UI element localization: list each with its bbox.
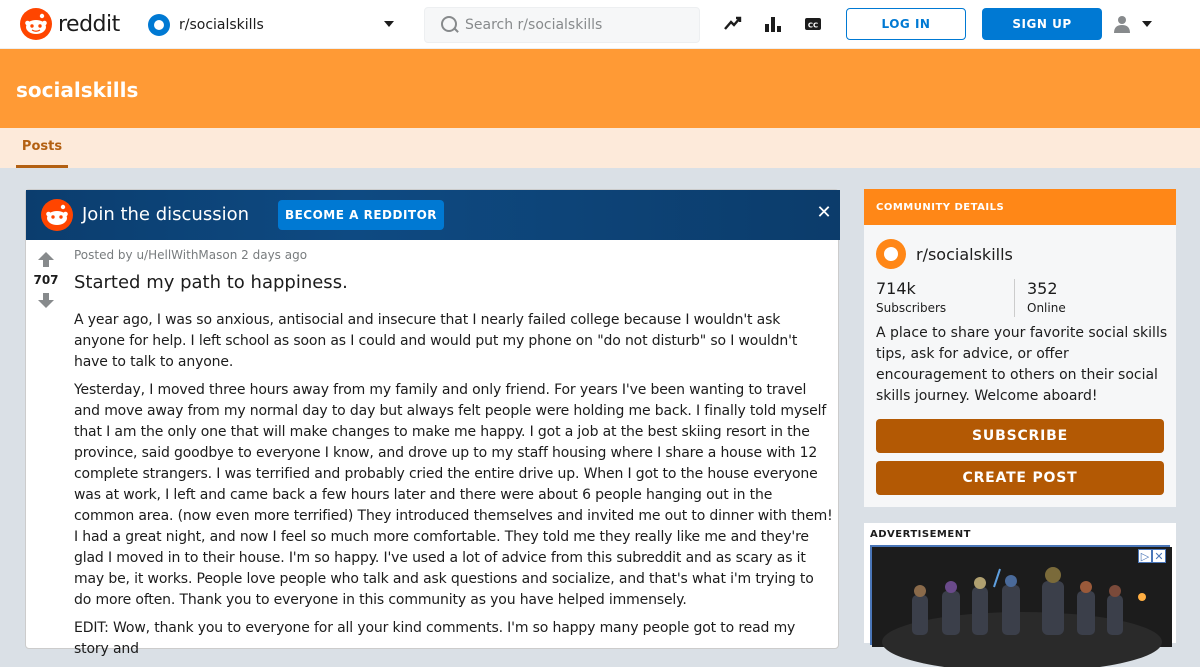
- subreddit-banner: [0, 49, 1200, 128]
- reddit-logo[interactable]: [20, 8, 120, 40]
- subreddit-tabs: [0, 128, 1200, 168]
- post-paragraph: EDIT: Wow, thank you to everyone for all your kind comments. I'm so happy many people got to read my story and: [74, 620, 796, 657]
- post-card: [25, 189, 839, 657]
- online-stat: [1027, 279, 1066, 315]
- post-paragraph: A year ago, I was so anxious, antisocial and insecure that I nearly failed college because I wouldn't ask anyone for help. I left school as soon as I could and would put my phone on "do not disturb" so I wouldn't have to talk to anyone.: [74, 312, 798, 370]
- community-selector[interactable]: [140, 8, 402, 42]
- svg-text:CC: CC: [807, 21, 819, 30]
- ad-choices-badge[interactable]: [1138, 549, 1166, 563]
- trending-icon[interactable]: [722, 13, 744, 35]
- search-input[interactable]: [465, 17, 685, 33]
- community-row[interactable]: [876, 239, 1013, 269]
- signup-button[interactable]: SIGN UP: [982, 8, 1102, 40]
- bar-chart-icon[interactable]: [762, 13, 784, 35]
- downvote-icon[interactable]: [38, 293, 54, 309]
- subscribe-button[interactable]: SUBSCRIBE: [876, 419, 1164, 453]
- community-description: A place to share your favorite social skills tips, ask for advice, or offer encouragement to others on their social skills journey. Welcome aboard!: [876, 325, 1168, 404]
- online-label: Online: [1027, 301, 1066, 315]
- ad-choices-icon[interactable]: ▷: [1138, 549, 1152, 563]
- cc-icon[interactable]: [802, 13, 824, 35]
- advertisement-label: ADVERTISEMENT: [870, 529, 971, 540]
- community-icon: [148, 14, 170, 36]
- post-title[interactable]: Started my path to happiness.: [74, 272, 348, 293]
- user-icon: [1112, 14, 1132, 34]
- advertisement-card: [864, 523, 1176, 643]
- subreddit-title: socialskills: [16, 78, 139, 102]
- top-header: [0, 0, 1200, 49]
- community-details-heading: COMMUNITY DETAILS: [864, 189, 1176, 225]
- user-menu[interactable]: [1112, 12, 1164, 36]
- community-details-card: [864, 189, 1176, 507]
- chevron-down-icon: [1142, 21, 1152, 27]
- vote-count: 707: [33, 273, 59, 287]
- community-icon: [876, 239, 906, 269]
- online-count: 352: [1027, 279, 1058, 298]
- become-redditor-button[interactable]: BECOME A REDDITOR: [278, 200, 444, 230]
- close-icon[interactable]: ✕: [1152, 549, 1166, 563]
- subscribers-stat: [876, 279, 946, 315]
- join-discussion-text: Join the discussion: [82, 204, 250, 225]
- search-bar[interactable]: [424, 7, 700, 43]
- subscribers-count: 714k: [876, 279, 916, 298]
- post-meta: Posted by u/HellWithMason 2 days ago: [74, 248, 308, 262]
- login-button[interactable]: LOG IN: [846, 8, 966, 40]
- search-icon: [441, 16, 459, 34]
- ad-artwork: [872, 547, 1172, 647]
- community-selector-label: r/socialskills: [179, 17, 264, 33]
- post-paragraph: Yesterday, I moved three hours away from my family and only friend. For years I've been wanting to travel and move away from my normal day to day but always felt people were holding me back. I finally told myself that I am the only one that will make changes to make me happy. I got a job at the best skiing resort in the province, said goodbye to everyone I know, and drove up to my staff housing where I share a house with 12 complete strangers. I was terrified and probably cried the entire drive up. When I got to the house everyone was at work, I left and came back a few hours later and there were about 6 people hanging out in the common area. (now even more terrified) They introduced themselves and invited me out to dinner with them! I had a great night, and now I feel so much more comfortable. They told me they really like me and they're glad I moved in to their house. I'm so happy. I've used a lot of advice from this subreddit and as scary as it may be, it works. People love people who talk and ask questions and socialize, and that's what i'm trying to do more often. Thank you to everyone in this community as you have helped immensely.: [74, 382, 833, 608]
- community-name: r/socialskills: [916, 244, 1013, 264]
- logo-text: reddit: [58, 11, 120, 37]
- join-discussion-bar: [26, 190, 840, 240]
- close-icon[interactable]: ✕: [816, 201, 832, 223]
- ad-image[interactable]: [870, 545, 1170, 645]
- subscribers-label: Subscribers: [876, 301, 947, 315]
- create-post-button[interactable]: CREATE POST: [876, 461, 1164, 495]
- reddit-alien-icon: [20, 8, 52, 40]
- post-body: [74, 310, 834, 667]
- chevron-down-icon: [384, 21, 394, 27]
- divider: [1014, 279, 1015, 317]
- tab-posts[interactable]: Posts: [16, 128, 68, 168]
- reddit-alien-icon: [41, 199, 73, 231]
- upvote-icon[interactable]: [38, 252, 54, 268]
